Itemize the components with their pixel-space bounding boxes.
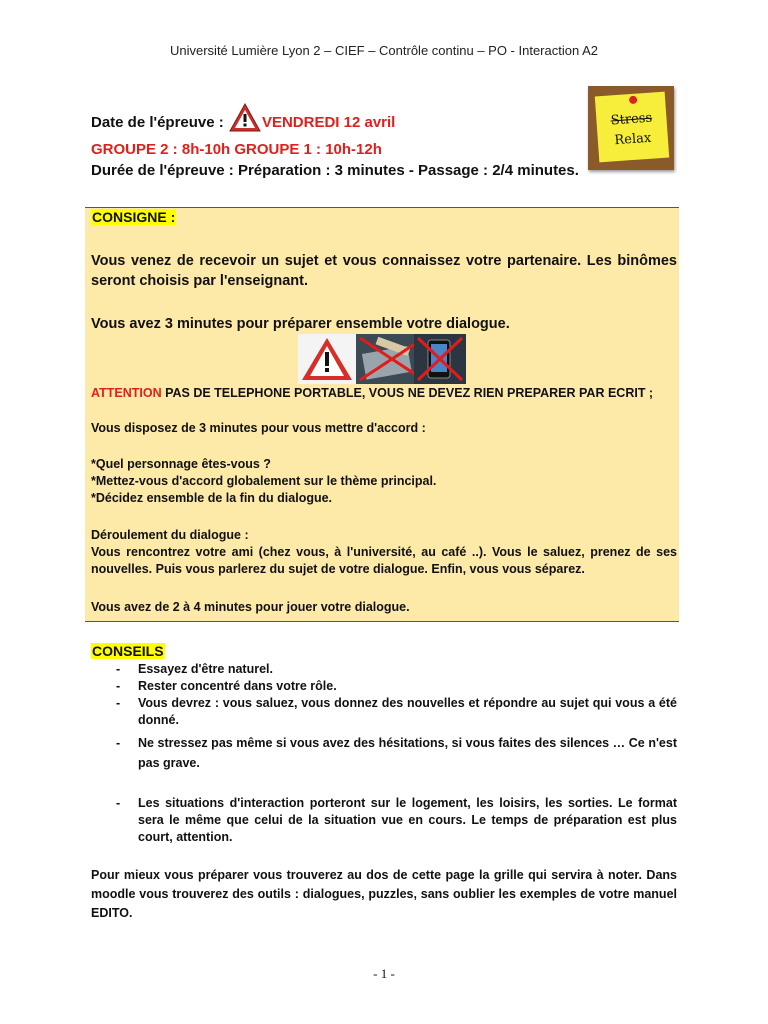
duration-value: Préparation : 3 minutes - Passage : 2/4 minutes. bbox=[237, 162, 579, 179]
conseil-item: - Les situations d'interaction porteront sur le logement, les loisirs, les sorties. Le format sera le même que celui de la situation vue en cours. Le temps de préparation est plus court, attention. bbox=[91, 795, 677, 846]
conseil-item: - Vous devrez : vous saluez, vous donnez des nouvelles et répondre au sujet qui vous a été donné. bbox=[91, 695, 677, 729]
date-value: VENDREDI 12 avril bbox=[261, 114, 396, 131]
consigne-paragraph-2: Vous avez 3 minutes pour préparer ensemble votre dialogue. bbox=[91, 316, 510, 332]
attention-text: PAS DE TELEPHONE PORTABLE, VOUS NE DEVEZ RIEN PREPARER PAR ECRIT ; bbox=[161, 386, 654, 400]
conseils-list bbox=[91, 661, 677, 846]
postit-stress: Stress bbox=[610, 110, 653, 129]
forbidden-items-images bbox=[298, 334, 472, 384]
duration-line bbox=[91, 160, 581, 181]
stress-relax-postit-image bbox=[588, 86, 674, 170]
question-1: *Quel personnage êtes-vous ? bbox=[91, 457, 271, 471]
conseil-item: - Ne stressez pas même si vous avez des hésitations, si vous faites des silences … Ce n'est pas grave. bbox=[91, 733, 677, 773]
deroulement-text: Vous rencontrez votre ami (chez vous, à l'université, au café ..). Vous le saluez, prenez de ses nouvelles. Puis vous parlerez du sujet de votre dialogue. Enfin, vous vous séparez. bbox=[91, 545, 677, 576]
attention-word: ATTENTION bbox=[91, 386, 162, 400]
exam-info bbox=[91, 103, 581, 181]
postit-relax: Relax bbox=[614, 130, 652, 149]
consigne-paragraph-3: Vous disposez de 3 minutes pour vous mettre d'accord : bbox=[91, 421, 426, 435]
warning-triangle-icon bbox=[229, 103, 261, 139]
duration-label: Durée de l'épreuve : bbox=[91, 162, 234, 179]
date-label: Date de l'épreuve : bbox=[91, 114, 224, 131]
question-2: *Mettez-vous d'accord globalement sur le thème principal. bbox=[91, 474, 437, 488]
conseil-item: - Rester concentré dans votre rôle. bbox=[91, 678, 677, 695]
question-3: *Décidez ensemble de la fin du dialogue. bbox=[91, 491, 333, 505]
conseils-heading bbox=[91, 643, 165, 661]
consigne-paragraph-1: Vous venez de recevoir un sujet et vous connaissez votre partenaire. Les binômes seront choisis par l'enseignant. bbox=[91, 253, 677, 289]
page-header: Université Lumière Lyon 2 – CIEF – Contrôle continu – PO - Interaction A2 bbox=[169, 43, 598, 58]
postit-note bbox=[595, 92, 669, 163]
page-number: - 1 - bbox=[373, 966, 395, 981]
deroulement-title: Déroulement du dialogue : bbox=[91, 528, 249, 542]
consigne-heading bbox=[91, 209, 176, 227]
warning-sign-icon bbox=[298, 334, 356, 384]
consigne-label: CONSIGNE : bbox=[92, 209, 176, 225]
no-writing-icon bbox=[356, 334, 414, 384]
groups-line: GROUPE 2 : 8h-10h GROUPE 1 : 10h-12h bbox=[91, 141, 382, 158]
attention-line bbox=[91, 386, 653, 400]
no-phone-icon bbox=[414, 334, 472, 384]
deroulement-section bbox=[91, 527, 677, 578]
footer-paragraph: Pour mieux vous préparer vous trouverez au dos de cette page la grille qui servira à noter. Dans moodle vous trouverez des outils : dialogues, puzzles, sans oublier les exemples de votre manuel EDITO. bbox=[91, 868, 677, 920]
conseil-item: - Essayez d'être naturel. bbox=[91, 661, 677, 678]
questions-list bbox=[91, 456, 677, 507]
consigne-paragraph-4: Vous avez de 2 à 4 minutes pour jouer votre dialogue. bbox=[91, 600, 410, 614]
conseils-label: CONSEILS bbox=[92, 643, 164, 659]
exam-date-line bbox=[91, 103, 581, 139]
pin-icon bbox=[629, 96, 638, 105]
